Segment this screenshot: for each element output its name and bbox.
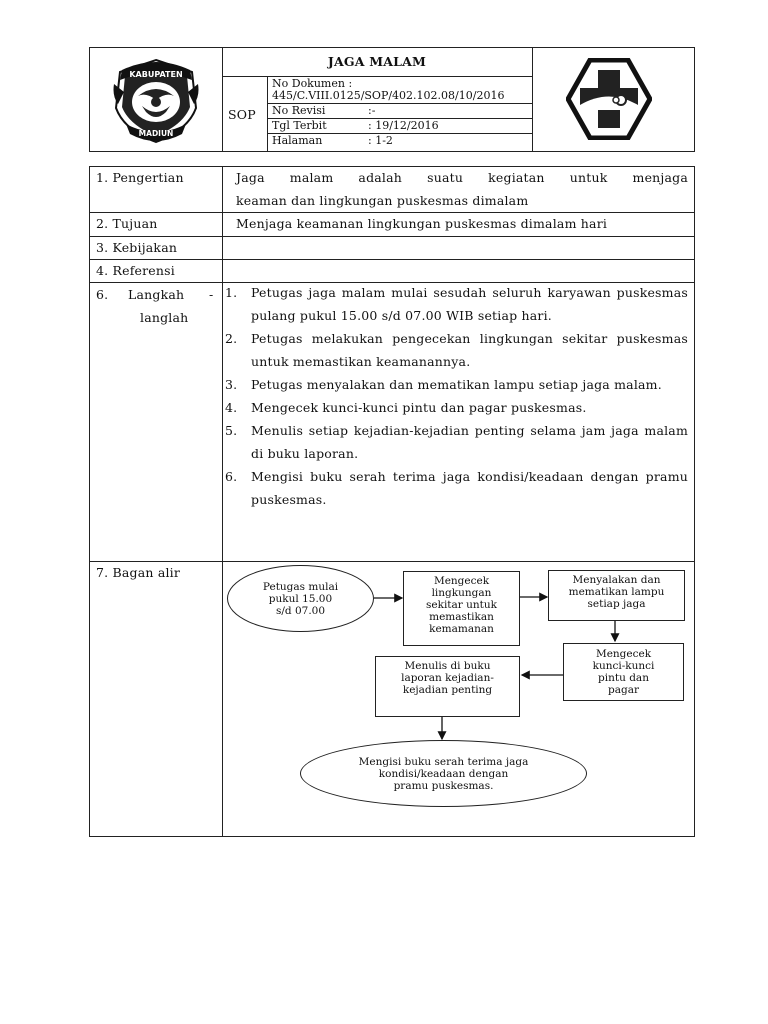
tujuan-text: Menjaga keamanan lingkungan puskesmas dimalam hari [236, 216, 608, 231]
header-divider [222, 76, 532, 77]
list-item: 4. Mengecek kunci-kunci pintu dan pagar puskesmas. [225, 400, 587, 415]
puskesmas-logo-icon [566, 58, 652, 140]
langkah-label-num: 6. [96, 287, 109, 302]
header-divider [532, 47, 533, 152]
sop-label: SOP [228, 107, 256, 122]
field-terbit-value: : 19/12/2016 [368, 119, 439, 132]
flow-node-start: Petugas mulai pukul 15.00 s/d 07.00 [227, 565, 374, 632]
table-row-divider [89, 259, 695, 260]
flow-node-menulis: Menulis di buku laporan kejadian- kejadian penting [375, 656, 520, 717]
list-item: 5. Menulis setiap kejadian-kejadian penting selama jam jaga malam di buku laporan. [225, 423, 688, 461]
list-item: 3. Petugas menyalakan dan mematikan lampu setiap jaga malam. [225, 377, 662, 392]
field-dokumen-label: No Dokumen : [272, 77, 353, 90]
field-terbit-label: Tgl Terbit [272, 119, 327, 132]
list-item: 1. Petugas jaga malam mulai sesudah seluruh karyawan puskesmas pulang pukul 15.00 s/d 07.00 WIB setiap hari. [225, 285, 688, 323]
table-row-divider [89, 236, 695, 237]
list-item: 2. Petugas melakukan pengecekan lingkungan sekitar puskesmas untuk memastikan keamanannya. [225, 331, 688, 369]
flow-node-lampu: Menyalakan dan mematikan lampu setiap jaga [548, 570, 685, 621]
field-halaman-label: Halaman [272, 134, 323, 147]
pengertian-label: 1. Pengertian [96, 170, 184, 185]
field-halaman-value: : 1-2 [368, 134, 393, 147]
flow-node-cek-lingkungan: Mengecek lingkungan sekitar untuk memastikan kemamanan [403, 571, 520, 646]
tujuan-label: 2. Tujuan [96, 216, 158, 231]
emblem-text-bottom: MADIUN [138, 129, 174, 138]
flow-node-kunci: Mengecek kunci-kunci pintu dan pagar [563, 643, 684, 701]
list-item: 6. Mengisi buku serah terima jaga kondisi/keadaan dengan pramu puskesmas. [225, 469, 688, 507]
langkah-label-dash: - [209, 287, 214, 302]
header-divider [267, 76, 268, 152]
field-revisi-label: No Revisi [272, 104, 326, 117]
madiun-emblem-icon [108, 56, 204, 146]
kebijakan-label: 3. Kebijakan [96, 240, 178, 255]
field-dokumen-value: 445/C.VIII.0125/SOP/402.102.08/10/2016 [272, 89, 505, 102]
referensi-label: 4. Referensi [96, 263, 175, 278]
bagan-label: 7. Bagan alir [96, 565, 181, 580]
langkah-label-a: Langkah [128, 287, 185, 302]
langkah-steps-list [225, 281, 688, 511]
flow-node-akhir: Mengisi buku serah terima jaga kondisi/keadaan dengan pramu puskesmas. [300, 740, 587, 807]
pengertian-text-line2: keaman dan lingkungan puskesmas dimalam [236, 193, 529, 208]
emblem-text-top: KABUPATEN [129, 70, 183, 79]
pengertian-text-line1: Jaga malam adalah suatu kegiatan untuk menjaga [236, 170, 688, 185]
langkah-label-b: langlah [140, 310, 189, 325]
field-revisi-value: :- [368, 104, 376, 117]
document-title: JAGA MALAM [327, 54, 427, 69]
